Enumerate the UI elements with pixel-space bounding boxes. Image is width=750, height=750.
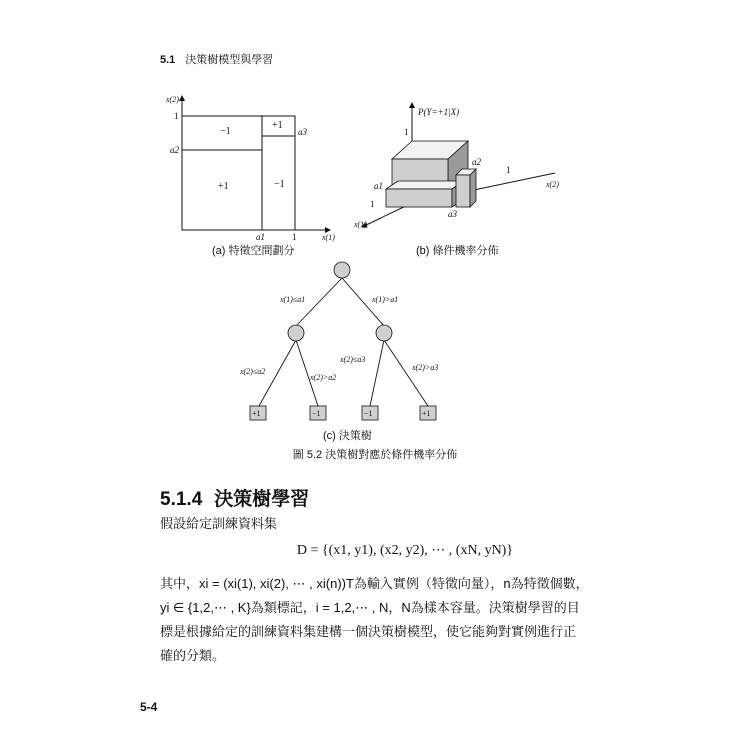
running-head-number: 5.1 — [160, 54, 176, 66]
fig-b-label-1-right: 1 — [506, 165, 511, 175]
tree-edge-right-right: x(2)>a3 — [412, 363, 439, 372]
figure-c-decision-tree — [230, 258, 470, 428]
tree-edge-root-right: x(1)>a1 — [372, 295, 399, 304]
fig-a-tick-1-x: 1 — [292, 232, 297, 242]
fig-b-label-a3: a3 — [448, 209, 457, 219]
figure-b-probability — [340, 95, 570, 240]
section-number: 5.1.4 — [160, 489, 203, 510]
tree-leaf-2-label: −1 — [312, 409, 321, 418]
tree-right-node — [376, 325, 392, 341]
intro-text: 假設給定訓練資料集 — [160, 516, 278, 531]
fig-b-x2-axis-label: x(2) — [546, 180, 559, 189]
fig-a-region-bottom-right: −1 — [274, 179, 285, 190]
page-number: 5-4 — [140, 700, 158, 714]
fig-a-region-top-right: +1 — [272, 120, 283, 131]
fig-a-tick-a1: a1 — [256, 232, 265, 242]
section-heading — [160, 484, 309, 511]
fig-a-tick-1-y: 1 — [174, 111, 179, 121]
tree-edge-left-left: x(2)≤a2 — [240, 367, 266, 376]
figure-caption: 圖 5.2 決策樹對應於條件機率分佈 — [292, 449, 458, 461]
fig-b-label-a1: a1 — [374, 181, 383, 191]
fig-a-region-top-left: −1 — [220, 126, 231, 137]
fig-b-x1-axis-label: x(1) — [354, 220, 367, 229]
fig-a-y-axis-label: x(2) — [166, 95, 179, 104]
para-line-3: 標是根據給定的訓練資料集建構一個決策樹模型，使它能夠對實例進行正 — [160, 624, 577, 639]
tree-leaf-3-label: −1 — [364, 409, 373, 418]
para-line-1: 其中，xi = (xi(1), xi(2), ⋯ , xi(n))T為輸入實例（特徵向量），n為特徵個數， — [160, 576, 589, 591]
fig-a-tick-a3: a3 — [298, 127, 307, 137]
figure-c-caption: (c) 決策樹 — [323, 430, 372, 442]
tree-leaf-1-label: +1 — [252, 409, 261, 418]
fig-b-z-axis-label: P(Y=+1|X) — [418, 107, 460, 117]
tree-edge-root-left: x(1)≤a1 — [280, 295, 306, 304]
fig-b-label-a2: a2 — [472, 157, 481, 167]
body-paragraph — [160, 572, 590, 668]
fig-b-label-1-top: 1 — [404, 127, 409, 137]
tree-left-node — [288, 325, 304, 341]
fig-a-region-bottom-left: +1 — [218, 181, 229, 192]
tree-leaf-4-label: +1 — [422, 409, 431, 418]
fig-a-x-axis-label: x(1) — [322, 233, 335, 242]
para-line-4: 確的分類。 — [160, 648, 226, 663]
fig-b-label-1-left: 1 — [370, 199, 375, 209]
tree-edge-right-left: x(2)≤a3 — [340, 355, 366, 364]
section-title: 決策樹學習 — [214, 489, 310, 510]
tree-edge-left-right: x(2)>a2 — [310, 373, 337, 382]
tree-root-node — [334, 262, 350, 278]
figure-a-feature-space — [150, 88, 350, 258]
running-head-title: 決策樹模型與學習 — [185, 54, 274, 66]
para-line-2: yi ∈ {1,2,⋯ , K}為類標記，i = 1,2,⋯ , N，N為樣本容量。決策樹學習的目 — [160, 600, 580, 615]
fig-a-tick-a2: a2 — [170, 145, 179, 155]
figure-b-caption: (b) 條件機率分佈 — [416, 245, 499, 257]
running-head — [160, 51, 273, 67]
dataset-equation: D = {(x1, y1), (x2, y2), ⋯ , (xN, yN)} — [296, 543, 514, 558]
figure-a-caption: (a) 特徵空間劃分 — [212, 245, 295, 257]
